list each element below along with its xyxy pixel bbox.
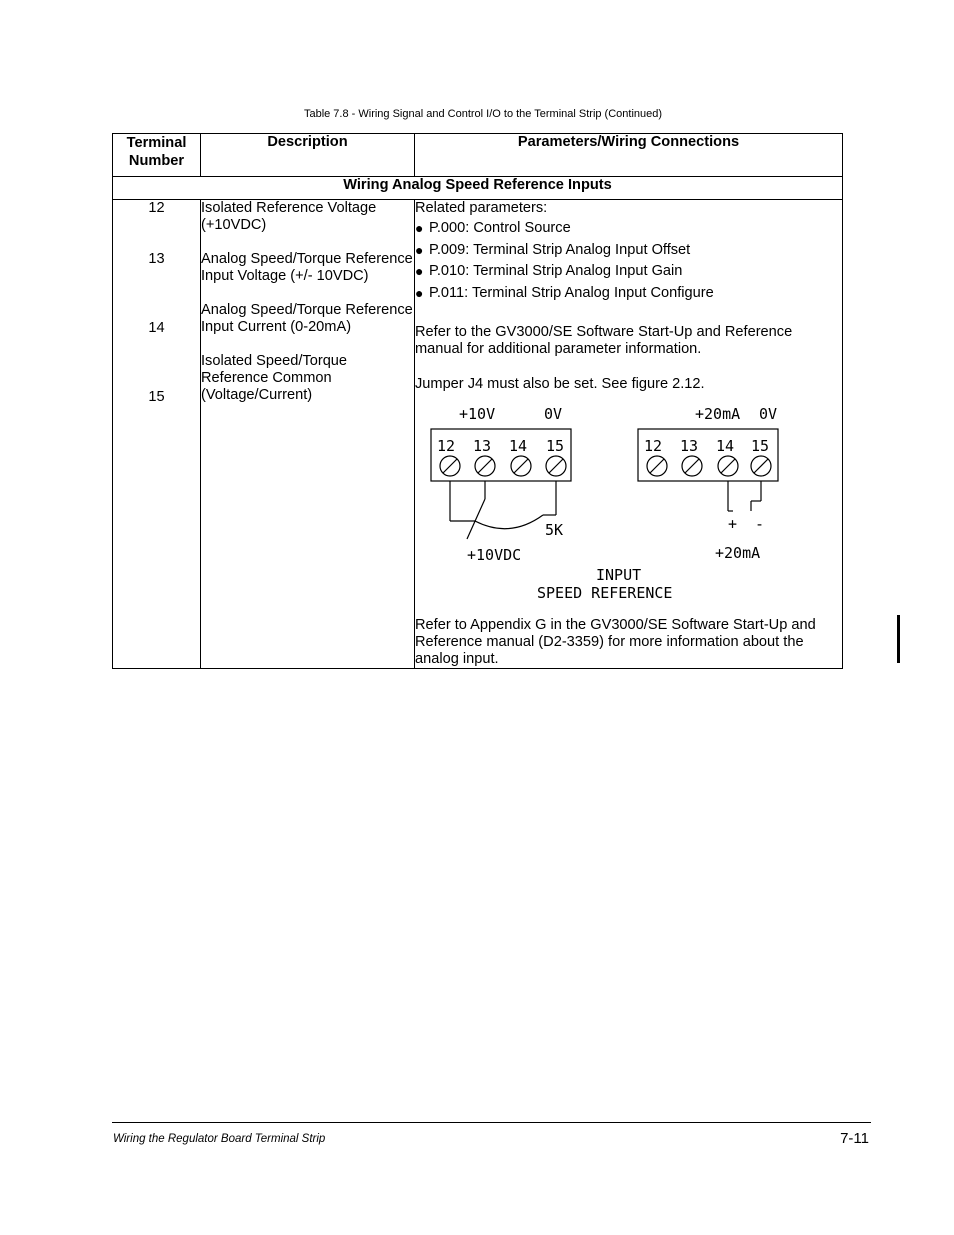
terminal-12: 12: [148, 200, 165, 216]
left-terminal-13: 13: [473, 437, 492, 455]
header-parameters: Parameters/Wiring Connections: [415, 134, 843, 177]
parameters-column: [415, 200, 843, 669]
left-0v-label: 0V: [544, 405, 563, 423]
right-0v-label: 0V: [759, 405, 778, 423]
diagram-title-line1: INPUT: [596, 566, 642, 584]
list-item: [415, 220, 842, 242]
revision-change-bar: [897, 615, 900, 663]
left-screws: [440, 456, 566, 476]
list-item: [415, 285, 842, 307]
terminal-13: 13: [148, 251, 165, 267]
terminal-15: 15: [148, 389, 165, 405]
left-bottom-label: +10VDC: [467, 546, 522, 564]
description-15: Isolated Speed/Torque Reference Common (Voltage/Current): [201, 353, 348, 403]
plus-sign: +: [728, 515, 738, 533]
parameter-text: P.000: Control Source: [429, 220, 571, 236]
section-title: Wiring Analog Speed Reference Inputs: [113, 177, 843, 200]
left-terminal-12: 12: [437, 437, 456, 455]
section-row: [113, 177, 843, 200]
appendix-note: Refer to Appendix G in the GV3000/SE Software Start-Up and Reference manual (D2-3359) for more information about the analog input.: [415, 617, 816, 667]
jumper-note: Jumper J4 must also be set. See figure 2.12.: [415, 376, 705, 392]
description-12: Isolated Reference Voltage (+10VDC): [201, 200, 377, 233]
related-parameters-label: Related parameters:: [415, 200, 548, 216]
page-number: 7-11: [840, 1130, 869, 1147]
current-loop-wiring: [728, 481, 761, 511]
terminal-column: [113, 200, 201, 669]
table-caption: Table 7.8 - Wiring Signal and Control I/O to the Terminal Strip (Continued): [303, 108, 663, 120]
wiring-diagram-svg: [415, 399, 835, 617]
left-terminal-15: 15: [546, 437, 565, 455]
right-bottom-label: +20mA: [715, 544, 761, 562]
bullet-icon: ●: [415, 241, 424, 258]
diagram-title-line2: SPEED REFERENCE: [537, 584, 673, 602]
parameter-text: P.011: Terminal Strip Analog Input Configure: [429, 284, 714, 301]
left-plus10v-label: +10V: [459, 405, 496, 423]
right-terminal-12: 12: [644, 437, 663, 455]
bullet-icon: ●: [415, 263, 424, 279]
header-description: Description: [201, 134, 415, 177]
right-screws: [647, 456, 771, 476]
wiring-diagram: [415, 399, 842, 617]
right-terminal-13: 13: [680, 437, 699, 455]
list-item: [415, 242, 842, 264]
description-column: [201, 200, 415, 669]
wiring-table: [112, 133, 843, 669]
minus-sign: -: [755, 515, 765, 533]
list-item: [415, 263, 842, 285]
footer-section-title: Wiring the Regulator Board Terminal Strip: [113, 1133, 326, 1145]
potentiometer-wiring: [450, 481, 556, 539]
description-14: Analog Speed/Torque Reference Input Current (0-20mA): [201, 302, 413, 335]
right-terminal-14: 14: [716, 437, 735, 455]
table-row: [113, 200, 843, 669]
description-13: Analog Speed/Torque Reference Input Voltage (+/- 10VDC): [201, 251, 413, 284]
bullet-icon: ●: [415, 220, 424, 236]
parameter-text: P.010: Terminal Strip Analog Input Gain: [429, 263, 683, 279]
left-terminal-14: 14: [509, 437, 528, 455]
bullet-icon: ●: [415, 284, 424, 301]
manual-note: Refer to the GV3000/SE Software Start-Up and Reference manual for additional parameter information.: [415, 324, 793, 357]
terminal-14: 14: [148, 320, 165, 336]
header-terminal-number: Terminal Number: [113, 134, 201, 177]
right-plus20ma-label: +20mA: [695, 405, 741, 423]
parameter-list: [415, 220, 842, 306]
right-terminal-15: 15: [751, 437, 770, 455]
parameter-text: P.009: Terminal Strip Analog Input Offset: [429, 241, 691, 258]
footer-divider: [112, 1122, 871, 1123]
table-header-row: [113, 134, 843, 177]
resistor-5k-label: 5K: [545, 521, 564, 539]
